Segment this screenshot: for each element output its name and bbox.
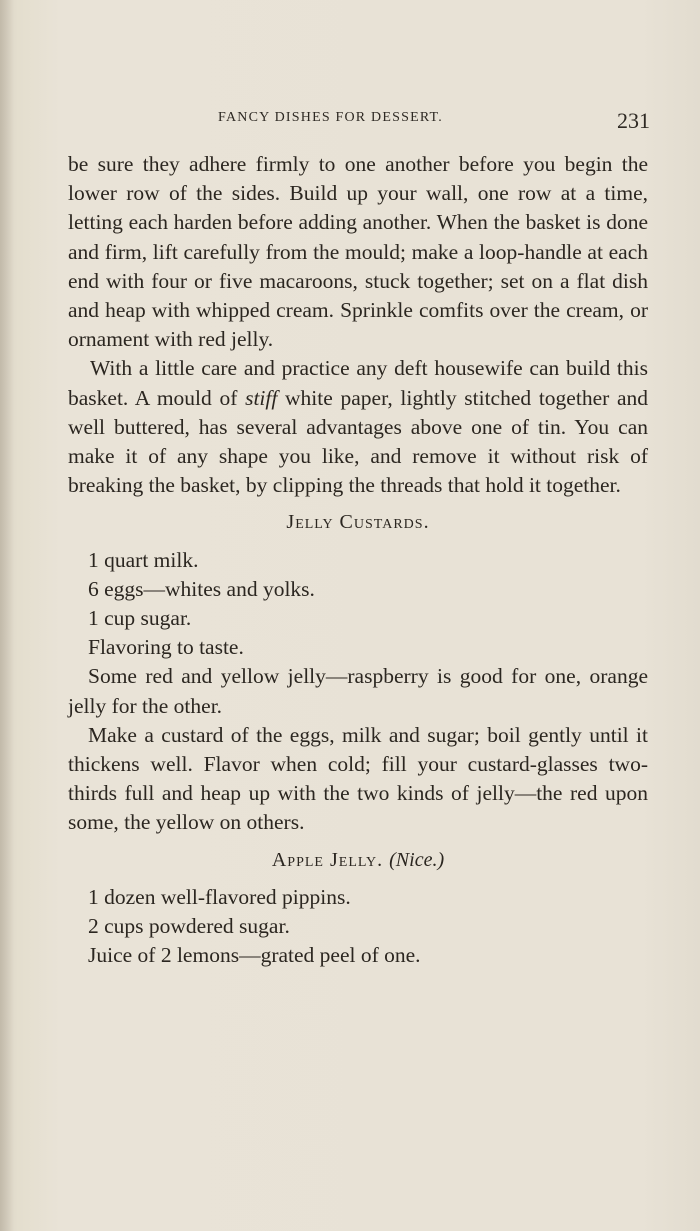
paragraph-paper-mould (68, 354, 648, 500)
ingredient-item: 2 cups powdered sugar. (88, 914, 290, 939)
paragraph-basket-continued: be sure they adhere firmly to one another before you begin the lower row of the sides. Build up your wall, one row at a time, letting each harden before adding another. When the basket is done and firm, lift carefully from the mould; make a loop-handle at each end with four or five macaroons, stuck together; set on a flat dish and heap with whipped cream. Sprinkle comfits over the cream, or ornament with red jelly. (68, 152, 648, 352)
ingredient-item: 1 dozen well-flavored pippins. (88, 884, 351, 909)
custard-directions: Make a custard of the eggs, milk and sugar; boil gently until it thickens well. Flavor when cold; fill your custard-glasses two-thirds full and heap up with the two kinds of jelly—the red upon some, the yellow on others. (68, 722, 648, 835)
ingredient-list-apple-jelly (68, 883, 648, 971)
body-text (68, 150, 648, 970)
recipe-heading-jelly-custards: Jelly Custards. (286, 511, 430, 534)
running-head (60, 108, 650, 138)
ingredient-item: 6 eggs—whites and yolks. (88, 576, 315, 601)
ingredient-item: Flavoring to taste. (88, 635, 244, 660)
jelly-note: Some red and yellow jelly—raspberry is good for one, orange jelly for the other. (68, 664, 648, 718)
recipe-heading-apple-jelly (68, 846, 648, 875)
ingredient-item: 1 quart milk. (88, 547, 199, 572)
gutter-shadow (0, 0, 14, 1231)
running-title: FANCY DISHES FOR DESSERT. (218, 110, 443, 125)
paragraph-text-start: With a little care and practice any deft housewife can build this basket. A mould of (68, 356, 648, 410)
ingredient-list-jelly-custards (68, 546, 648, 663)
apple-jelly-title: Apple Jelly. (271, 848, 384, 871)
page-number: 231 (617, 108, 650, 133)
ingredient-item: Juice of 2 lemons—grated peel of one. (88, 943, 421, 968)
paragraph-text-end: white paper, lightly stitched together and well buttered, has several advantages above one of tin. You can make it of any shape you like, and remove it without risk of breaking the basket, by clipping the threads that hold it together. (68, 385, 649, 498)
ingredient-item: 1 cup sugar. (88, 606, 192, 631)
apple-jelly-note: (Nice.) (389, 848, 445, 871)
italic-word: stiff (245, 385, 278, 410)
